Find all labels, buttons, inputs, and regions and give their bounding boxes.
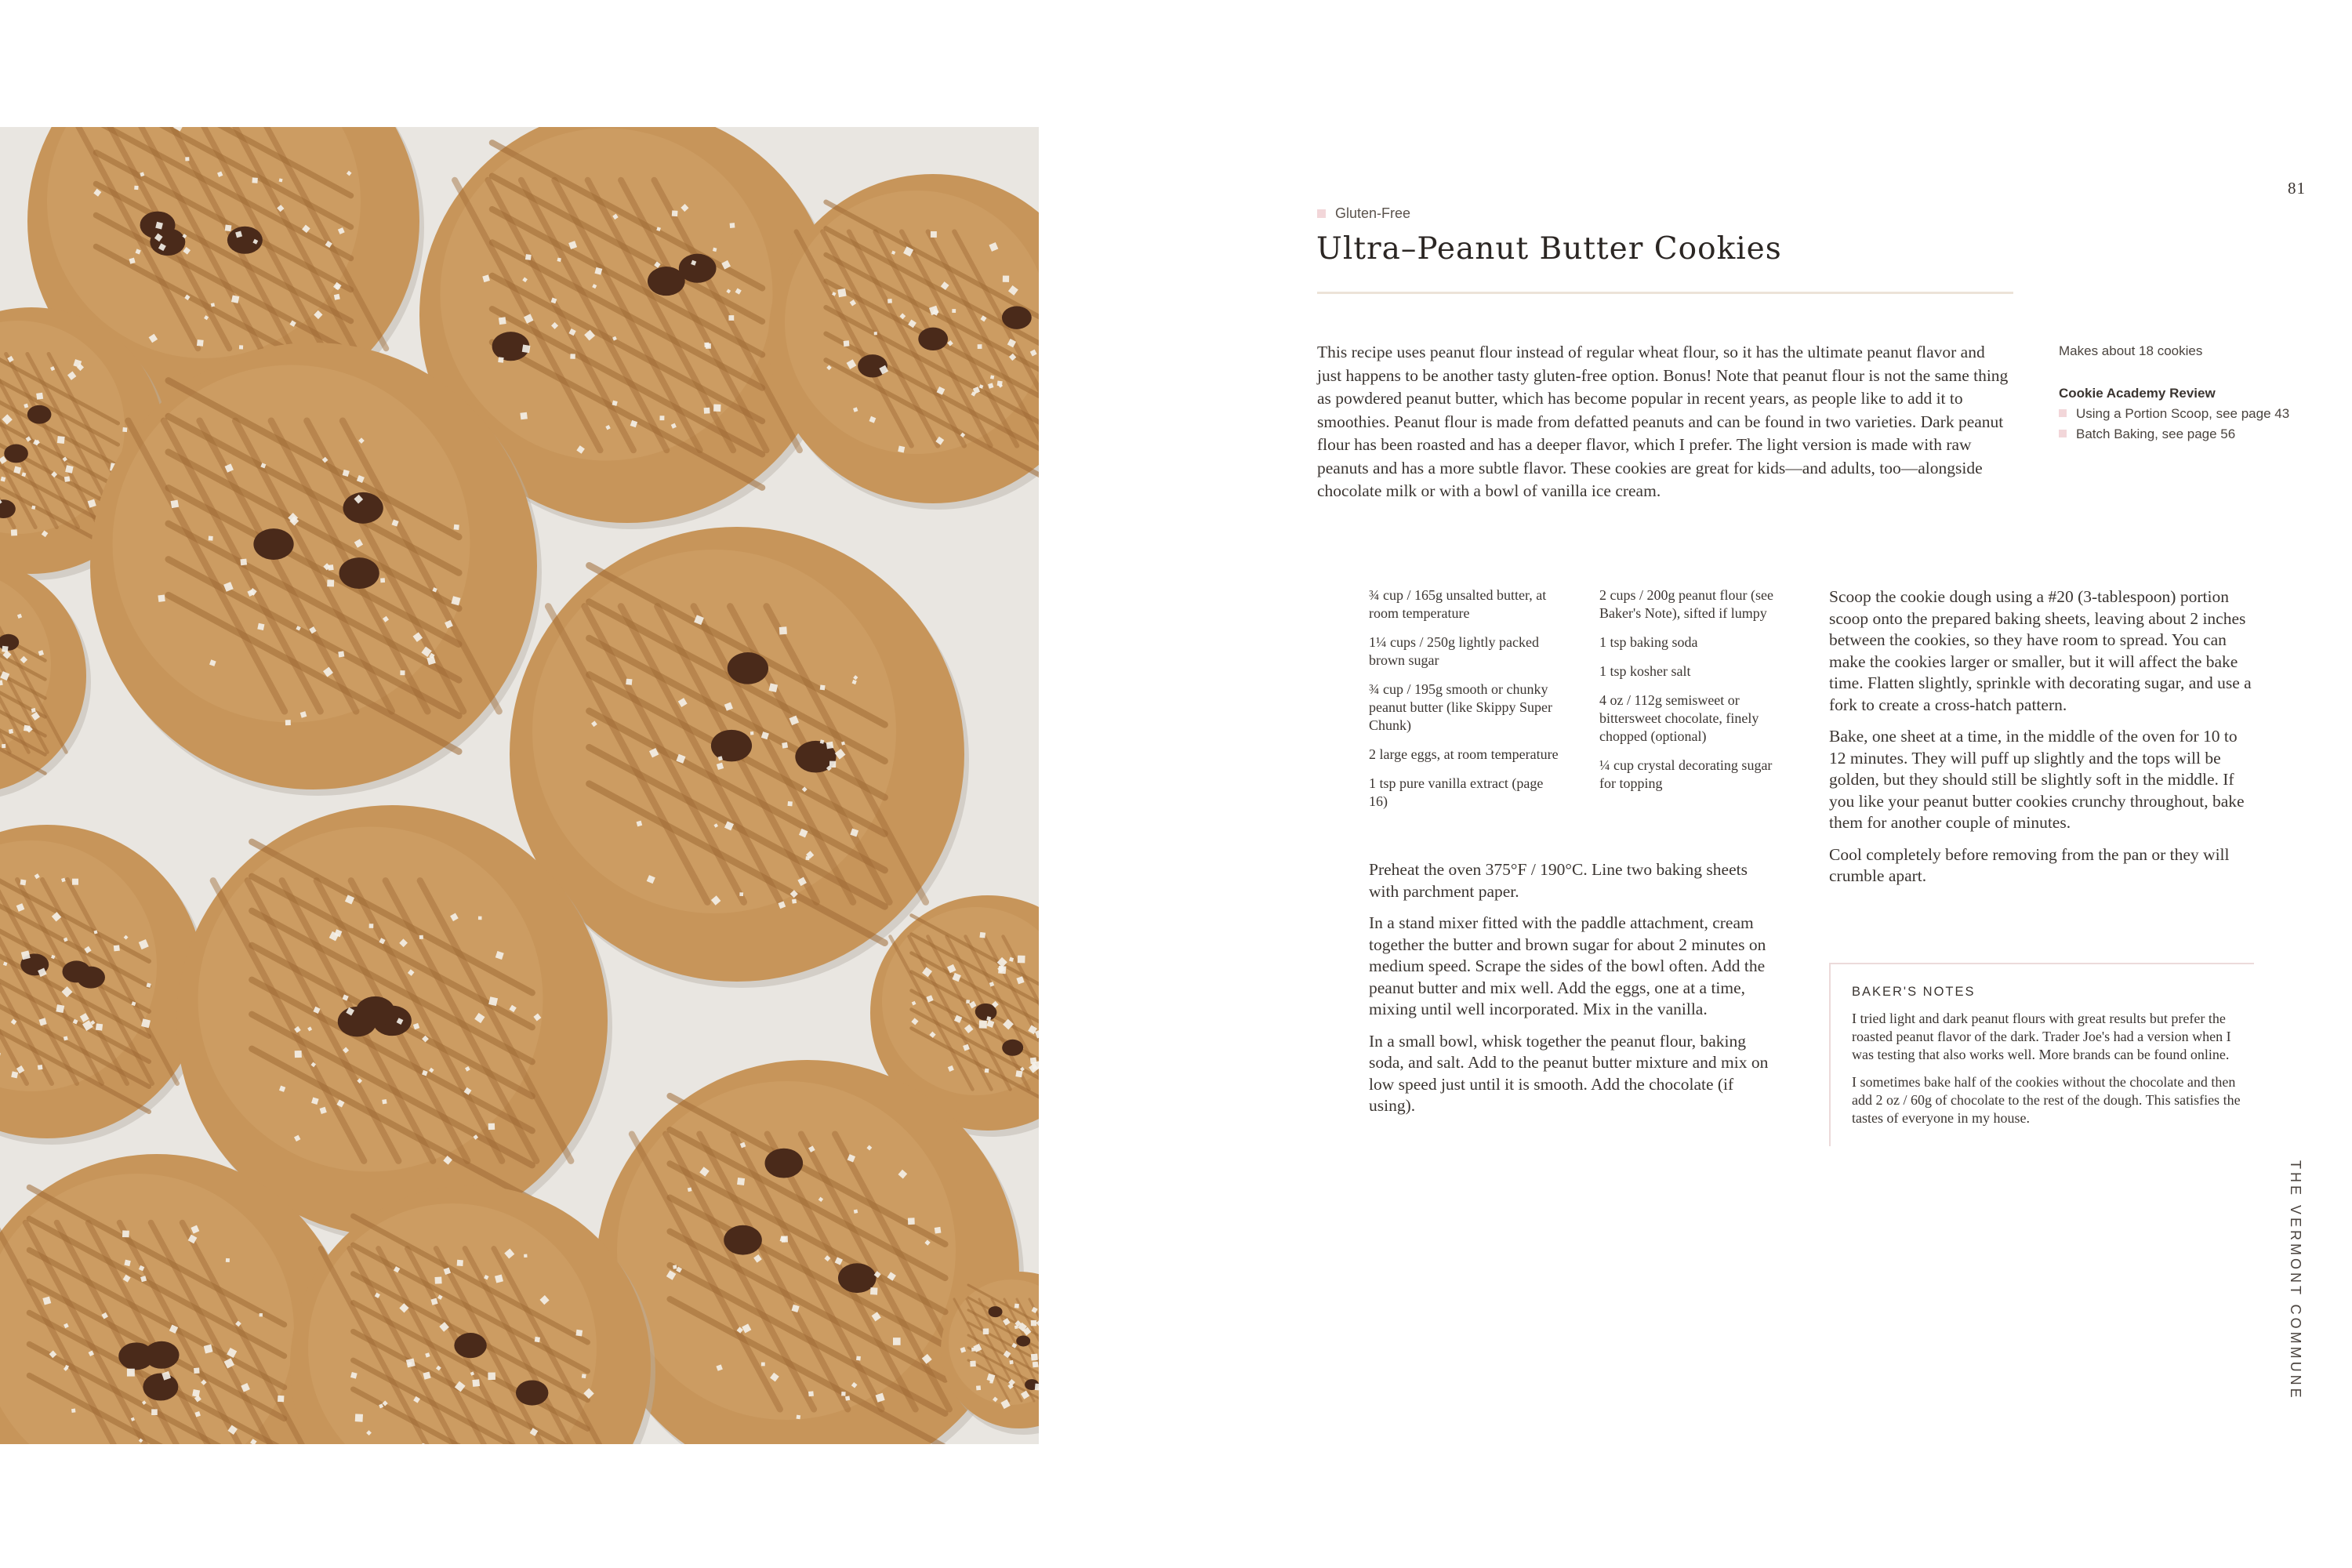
square-bullet-icon xyxy=(2059,430,2067,437)
bakers-note: I sometimes bake half of the cookies without the chocolate and then add 2 oz / 60g of chocolate to the rest of the dough. This satisfies the tastes of everyone in my house. xyxy=(1852,1074,2241,1126)
method-step: Preheat the oven 375°F / 190°C. Line two baking sheets with parchment paper. xyxy=(1369,860,1748,901)
review-list xyxy=(2059,405,2294,443)
diet-tag-label: Gluten-Free xyxy=(1335,205,1411,221)
recipe-sidebar xyxy=(2059,343,2294,445)
ingredients-column-2 xyxy=(1599,586,1788,804)
method-step: Cool completely before removing from the pan or they will crumble apart. xyxy=(1829,844,2230,885)
ingredient-item: 1 tsp kosher salt xyxy=(1599,663,1691,679)
method-step: Scoop the cookie dough using a #20 (3-tablespoon) portion scoop onto the prepared baking sheets, leaving about 2 inches between the cookies, so they have room to spread. You can make the cookies larger or smaller, but it will affect the bake time. Flatten slightly, sprinkle with decorating sugar, and use a fork to create a cross-hatch pattern. xyxy=(1829,587,2252,714)
method-step: In a small bowl, whisk together the peanut flour, baking soda, and salt. Add to the peanut butter mixture and mix on low speed just until it is smooth. Add the chocolate (if using). xyxy=(1369,1031,1769,1115)
ingredient-item: 1 tsp pure vanilla extract (page 16) xyxy=(1369,775,1544,809)
bakers-note: I tried light and dark peanut flours with great results but prefer the roasted peanut flavor of the dark. Trader Joe's had a version when I was testing that also works well. More brands can be found online. xyxy=(1852,1011,2231,1062)
recipe-intro: This recipe uses peanut flour instead of regular wheat flour, so it has the ultimate peanut flavor and just happens to be another tasty gluten-free option. Bonus! Note that peanut flour is not the same thing as powdered peanut butter, which has become popular in recent years, as people like to add it to smoothies. Peanut flour is made from defatted peanuts and can be found in two varieties. Dark peanut flour has been roasted and has a deeper flavor, which I prefer. The light version is made with raw peanuts and has a more subtle flavor. These cookies are great for kids—and adults, too—alongside chocolate milk or with a bowl of vanilla ice cream. xyxy=(1317,343,2009,500)
bakers-notes-body xyxy=(1852,1010,2252,1137)
title-divider xyxy=(1317,292,2013,294)
bakers-notes-title: BAKER'S NOTES xyxy=(1852,985,1976,999)
ingredient-item: 1¼ cups / 250g lightly packed brown sugar xyxy=(1369,634,1539,668)
running-header-text: THE VERMONT COMMUNE xyxy=(2288,1160,2303,1401)
cookie-shape xyxy=(90,343,542,796)
square-bullet-icon xyxy=(2059,409,2067,417)
ingredient-item: ¾ cup / 195g smooth or chunky peanut butter (like Skippy Super Chunk) xyxy=(1369,681,1552,733)
ingredient-item: 2 cups / 200g peanut flour (see Baker's Note), sifted if lumpy xyxy=(1599,587,1773,621)
method-column-left xyxy=(1369,859,1777,1127)
cookies-photo xyxy=(0,127,1039,1444)
ingredient-item: ¼ cup crystal decorating sugar for topping xyxy=(1599,757,1773,791)
tag-bullet-icon xyxy=(1317,209,1326,218)
review-item-text: Batch Baking, see page 56 xyxy=(2076,426,2236,441)
review-item xyxy=(2059,425,2294,443)
ingredient-item: ¾ cup / 165g unsalted butter, at room temperature xyxy=(1369,587,1547,621)
page-number: 81 xyxy=(2288,179,2306,198)
ingredient-item: 1 tsp baking soda xyxy=(1599,634,1698,650)
ingredient-item: 4 oz / 112g semisweet or bittersweet chocolate, finely chopped (optional) xyxy=(1599,692,1759,744)
method-step: Bake, one sheet at a time, in the middle of the oven for 10 to 12 minutes. They will puff up slightly and the tops will be golden, but they should still be slightly soft in the middle. If you like your peanut butter cookies crunchy throughout, bake them for another couple of minutes. xyxy=(1829,727,2245,832)
ingredient-item: 2 large eggs, at room temperature xyxy=(1369,746,1559,762)
method-column-right xyxy=(1829,586,2252,898)
cookies-illustration xyxy=(0,127,1039,1444)
diet-tag xyxy=(1317,205,1410,222)
review-item xyxy=(2059,405,2294,423)
ingredients-column-1 xyxy=(1369,586,1565,822)
recipe-yield: Makes about 18 cookies xyxy=(2059,343,2203,358)
review-title: Cookie Academy Review xyxy=(2059,386,2216,401)
review-item-text: Using a Portion Scoop, see page 43 xyxy=(2076,406,2290,421)
running-header xyxy=(2280,1160,2319,1411)
method-step: In a stand mixer fitted with the paddle attachment, cream together the butter and brown sugar for about 2 minutes on medium speed. Scrape the sides of the bowl often. Add the peanut butter and mix well. Add the eggs, one at a time, mixing until well incorporated. Mix in the vanilla. xyxy=(1369,913,1766,1018)
recipe-title: Ultra–Peanut Butter Cookies xyxy=(1316,231,1782,267)
